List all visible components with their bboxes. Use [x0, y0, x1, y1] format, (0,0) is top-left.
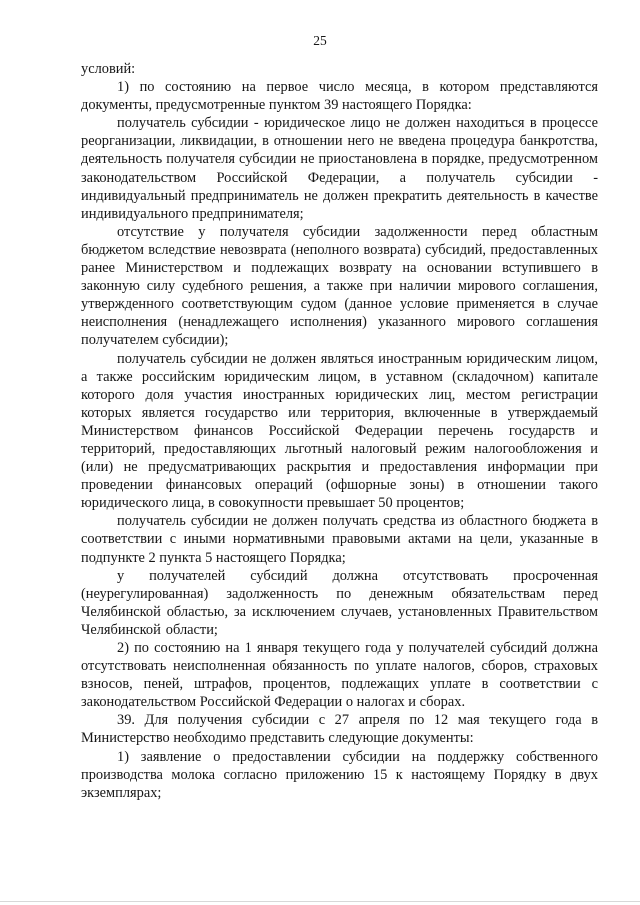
paragraph-item-2-taxes: 2) по состоянию на 1 января текущего года у получателей субсидий должна отсутствовать неисполненная обязанность по уплате налогов, сборов, страховых взносов, пеней, штрафов, процентов, подлежащих уплате в соответствии с законодательством Российской Федерации о налогах и сборах. — [81, 640, 598, 711]
paragraph-overdue-debt: у получателей субсидий должна отсутствовать просроченная (неурегулированная) задолженность по денежным обязательствам перед Челябинской областью, за исключением случаев, установленных Правительством Челябинской области; — [81, 567, 598, 638]
paragraph-reorganization: получатель субсидии - юридическое лицо не должен находиться в процессе реорганизации, ликвидации, в отношении него не введена процедура банкротства, деятельность получателя субсидии не приостановлена в порядке, предусмотренном законодательством Российской Федерации, а получатель субсидии - индивидуальный предприниматель не должен прекратить деятельность в качестве индивидуального предпринимателя; — [81, 115, 598, 222]
paragraph-application: 1) заявление о предоставлении субсидии на поддержку собственного производства молока согласно приложению 15 к настоящему Порядку в двух экземплярах; — [81, 748, 598, 801]
paragraph-foreign-entity: получатель субсидии не должен являться иностранным юридическим лицом, а также российским юридическим лицом, в уставном (складочном) капитале которого доля участия иностранных юридических лиц, местом регистрации которых является государство или территория, включенные в утверждаемый Министерством финансов Российской Федерации перечень государств и территорий, предоставляющих льготный налоговый режим налогообложения и (или) не предусматривающих раскрытия и предоставления информации при проведении финансовых операций (офшорные зоны) в отношении такого юридического лица, в совокупности превышает 50 процентов; — [81, 350, 598, 512]
paragraph-other-funds: получатель субсидии не должен получать средства из областного бюджета в соответствии с иными нормативными правовыми актами на цели, указанные в подпункте 2 пункта 5 настоящего Порядка; — [81, 513, 598, 566]
paragraph-budget-debt: отсутствие у получателя субсидии задолженности перед областным бюджетом вследствие невозврата (неполного возврата) субсидий, предоставленных ранее Министерством и подлежащих возврату на основании вступившего в законную силу судебного решения, а также при наличии мирового соглашения, утвержденного соответствующим судом (данное условие применяется в случае неисполнения (ненадлежащего исполнения) указанного мирового соглашения получателем субсидии); — [81, 223, 598, 349]
paragraph-conditions-heading: условий: — [81, 61, 136, 77]
paragraph-item-1: 1) по состоянию на первое число месяца, в котором представляются документы, предусмотренные пунктом 39 настоящего Порядка: — [81, 79, 598, 114]
paragraph-item-39: 39. Для получения субсидии с 27 апреля по 12 мая текущего года в Министерство необходимо представить следующие документы: — [81, 712, 598, 747]
page-number: 25 — [313, 33, 327, 48]
scan-edge-line — [0, 901, 640, 902]
document-body — [81, 60, 598, 802]
